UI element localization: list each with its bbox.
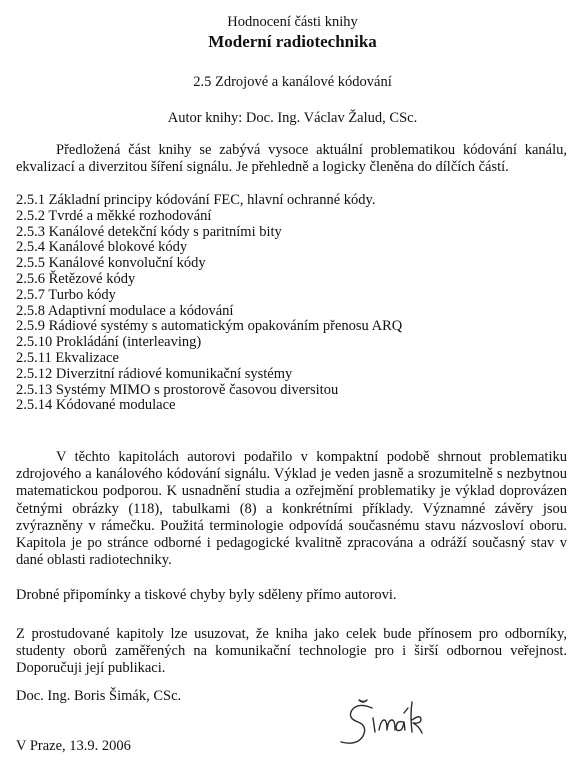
minor-remarks-paragraph: Drobné připomínky a tiskové chyby byly sděleny přímo autorovi.: [16, 587, 397, 603]
chapter-item: 2.5.8 Adaptivní modulace a kódování: [16, 302, 234, 319]
chapter-item: 2.5.9 Rádiové systémy s automatickým opakováním přenosu ARQ: [16, 318, 403, 335]
chapter-item: 2.5.13 Systémy MIMO s prostorově časovou diversitou: [16, 381, 339, 398]
chapters-paragraph: [16, 449, 567, 569]
handwritten-signature: [338, 696, 443, 748]
place-and-date: V Praze, 13.9. 2006: [16, 738, 131, 754]
reviewer-name: Doc. Ing. Boris Šimák, CSc.: [16, 688, 182, 704]
document-subtitle: Hodnocení části knihy: [227, 14, 358, 30]
chapter-item: 2.5.10 Prokládání (interleaving): [16, 334, 202, 351]
intro-paragraph: [16, 142, 567, 176]
book-title: Moderní radiotechnika: [208, 32, 377, 51]
chapter-list: [16, 193, 556, 414]
chapter-item: 2.5.14 Kódované modulace: [16, 397, 176, 414]
chapter-item: 2.5.1 Základní principy kódování FEC, hlavní ochranné kódy.: [16, 192, 376, 208]
chapter-item: 2.5.7 Turbo kódy: [16, 286, 116, 303]
chapter-item: 2.5.2 Tvrdé a měkké rozhodování: [16, 207, 212, 224]
chapter-item: 2.5.11 Ekvalizace: [16, 349, 119, 366]
chapters-text: V těchto kapitolách autorovi podařilo v kompaktní podobě shrnout problematiku zdrojového a kanálového kódování signálu. Výklad je veden jasně a srozumitelně s nezbytnou matematickou podporou. K usnadnění studia a ozřejmění problematiky je výklad doprovázen četnými obrázky (118), tabulkami (8) a konkrétními příklady. Významné závěry jsou zvýrazněny v rámečku. Použitá terminologie odpovídá současnému stavu názvosloví oboru. Kapitola je po stránce odborné i pedagogické kvalitně zpracována a odráží současný stav v dané oblasti radiotechniky.: [16, 449, 567, 569]
book-author: Autor knihy: Doc. Ing. Václav Žalud, CSc.: [167, 110, 418, 126]
chapter-item: 2.5.5 Kanálové konvoluční kódy: [16, 255, 206, 272]
conclusion-paragraph: Z prostudované kapitoly lze usuzovat, že kniha jako celek bude přínosem pro odborníky, studenty oborů zaměřených na komunikační technologie pro i širší odbornou veřejnost. Doporučuji její publikaci.: [16, 626, 567, 677]
chapter-item: 2.5.12 Diverzitní rádiové komunikační systémy: [16, 365, 293, 382]
section-heading: 2.5 Zdrojové a kanálové kódování: [193, 74, 392, 90]
chapter-item: 2.5.4 Kanálové blokové kódy: [16, 239, 188, 256]
intro-text: Předložená část knihy se zabývá vysoce aktuální problematikou kódování kanálu, ekvalizací a diverzitou šíření signálu. Je přehledně a logicky členěna do dílčích částí.: [16, 142, 567, 175]
chapter-item: 2.5.6 Řetězové kódy: [16, 270, 136, 287]
chapter-item: 2.5.3 Kanálové detekční kódy s paritními bity: [16, 223, 282, 240]
